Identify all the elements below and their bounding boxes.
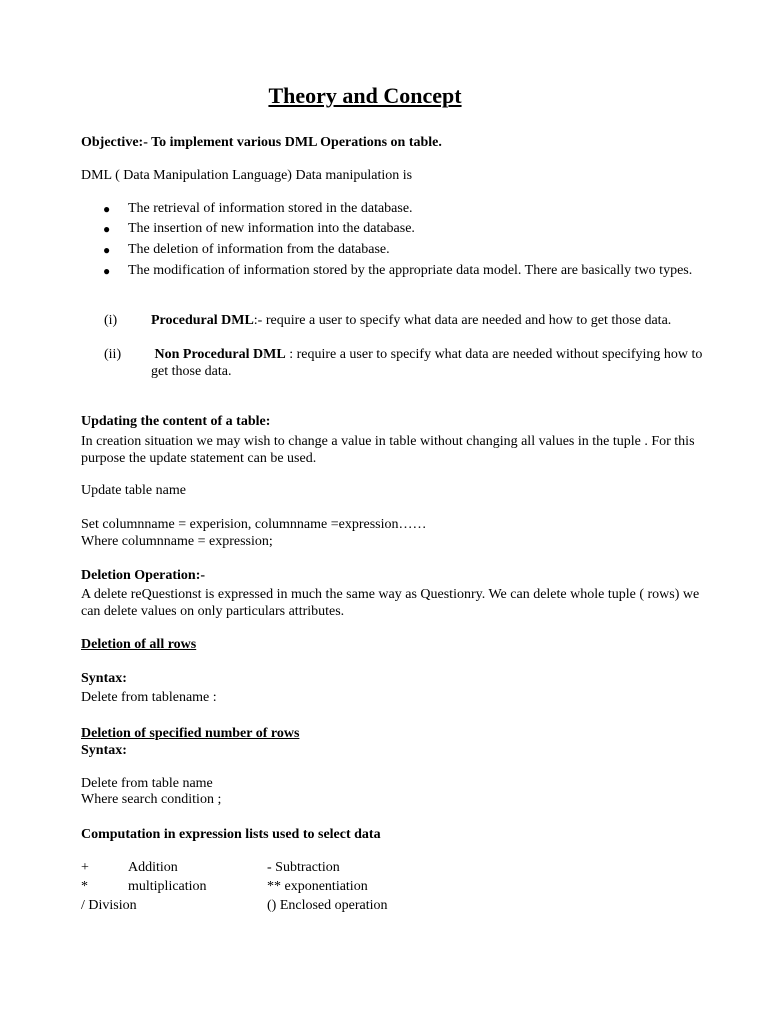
- section-heading: Computation in expression lists used to select data: [81, 827, 381, 842]
- syntax-label: Syntax:: [81, 743, 127, 758]
- list-item: The modification of information stored by the appropriate data model. There are basically two types.: [128, 263, 693, 278]
- term-description: :- require a user to specify what data are needed and how to get those data.: [253, 313, 672, 328]
- list-item: [151, 346, 721, 380]
- code-line: Delete from tablename :: [81, 690, 217, 705]
- bullet-icon: ●: [103, 202, 111, 216]
- bullet-icon: ●: [103, 243, 111, 257]
- operator-entry: () Enclosed operation: [267, 898, 388, 913]
- term-description: : require a user to specify what data are needed without specifying how to get those data.: [151, 347, 703, 379]
- code-line: Delete from table name: [81, 776, 213, 791]
- syntax-label: Syntax:: [81, 671, 127, 686]
- list-item: [151, 312, 721, 329]
- operator-name: Addition: [128, 860, 178, 875]
- list-number: (i): [104, 313, 118, 328]
- term: Non Procedural DML: [154, 347, 286, 362]
- list-item: The insertion of new information into the database.: [128, 221, 415, 236]
- operator-entry: - Subtraction: [267, 860, 340, 875]
- operator-entry: ** exponentiation: [267, 879, 368, 894]
- section-heading: Deletion of all rows: [81, 637, 197, 652]
- code-line: Set columnname = experision, columnname =expression……: [81, 517, 427, 532]
- operator-symbol: +: [81, 860, 89, 875]
- list-item: The deletion of information from the database.: [128, 242, 390, 257]
- code-line: Where columnname = expression;: [81, 534, 273, 549]
- bullet-icon: ●: [103, 264, 111, 278]
- dml-intro: DML ( Data Manipulation Language) Data manipulation is: [81, 168, 413, 183]
- code-line: Update table name: [81, 483, 186, 498]
- list-item: The retrieval of information stored in the database.: [128, 201, 413, 216]
- page-title: Theory and Concept: [268, 83, 462, 108]
- bullet-icon: ●: [103, 222, 111, 236]
- section-heading: Updating the content of a table:: [81, 414, 271, 429]
- operator-name: multiplication: [128, 879, 207, 894]
- objective-line: Objective:- To implement various DML Operations on table.: [81, 135, 442, 150]
- code-line: Where search condition ;: [81, 792, 222, 807]
- section-heading: Deletion of specified number of rows: [81, 726, 300, 741]
- term: Procedural DML: [151, 313, 254, 328]
- operator-entry: / Division: [81, 898, 137, 913]
- list-number: (ii): [104, 347, 122, 362]
- paragraph: A delete reQuestionst is expressed in much the same way as Questionry. We can delete whole tuple ( rows) we can delete values on only particulars attributes.: [81, 587, 700, 619]
- paragraph: In creation situation we may wish to change a value in table without changing all values in the tuple . For this purpose the update statement can be used.: [81, 434, 695, 466]
- section-heading: Deletion Operation:-: [81, 568, 206, 583]
- operator-symbol: *: [81, 879, 88, 894]
